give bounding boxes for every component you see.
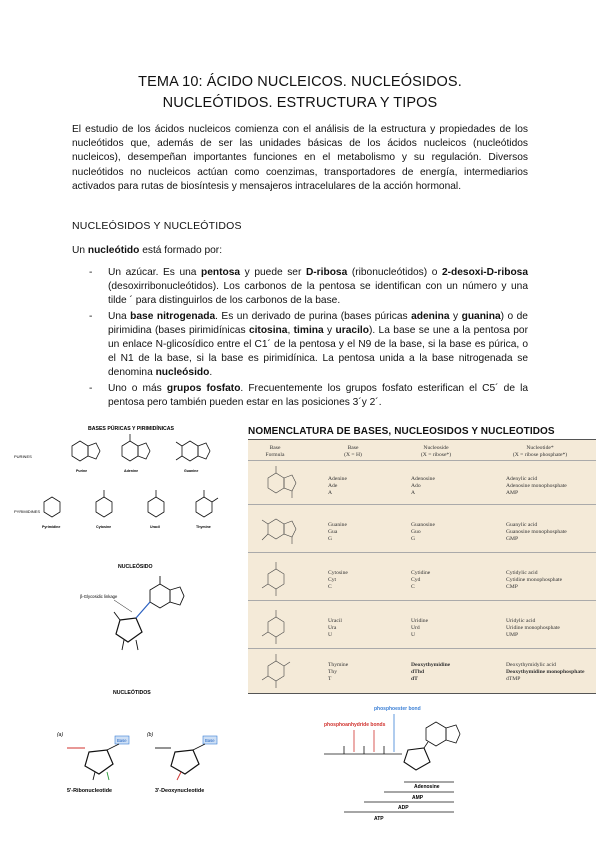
text: y — [449, 310, 462, 322]
intro-paragraph: El estudio de los ácidos nucleicos comienza con el análisis de la estructura y propiedades de los nucleótidos que, además de ser las unidades básicas de los ácidos nucleicos (nucleótidos nucleicos), desempeñan importantes funciones en el metabolismo y su regulación. Diversos nucleótidos no nucleicos actúan como coenzimas, transportadores de energía, intermediarios activados para rutas de biosíntesis y mensajeros intracelulares de la acción hormonal. — [72, 124, 528, 192]
cell-line: Adenosine monophosphate — [506, 483, 567, 489]
bold-term: citosina — [248, 324, 288, 336]
header-line: Formula — [265, 451, 285, 458]
bold-term: uracilo — [335, 324, 369, 336]
table-divider — [248, 552, 596, 553]
phosphoester-bond-label: phosphoester bond — [374, 706, 421, 712]
cell-line: Guanosine monophosphate — [506, 529, 567, 535]
bullet-dash: - — [89, 310, 93, 322]
cell-line: Thy — [328, 669, 338, 675]
component-list — [72, 266, 528, 411]
text: ) o de pirimidina (bases pirimidínicas — [108, 310, 528, 336]
cell-line: Cytidylic acid — [506, 570, 538, 576]
nucleotide-cell — [506, 476, 567, 497]
table-divider — [248, 600, 596, 601]
nucleotide-cell — [506, 570, 562, 591]
cell-line: Deoxythymidylic acid — [506, 662, 556, 668]
nomenclature-table-title: NOMENCLATURA DE BASES, NUCLEOSIDOS Y NUCLEOTIDOS — [248, 426, 555, 437]
text: . Es un derivado de purina (bases púricas — [215, 310, 412, 322]
panel-b-label: (b) — [147, 732, 154, 738]
nucleoside-cell — [411, 476, 435, 497]
nucleotide-cell — [506, 522, 567, 543]
cell-line: G — [411, 536, 416, 542]
text: (desoxirribonucleótidos). Los carbonos de la pentosa se identifican con un número y una tilde ´ para distinguirlos de los carbonos de la base. — [108, 281, 528, 307]
nucleotide-structures — [67, 744, 205, 780]
table-header — [328, 445, 378, 458]
text: (ribonucleótidos) o — [347, 267, 442, 278]
cell-line: Uracil — [328, 618, 342, 624]
intro-bold: nucleótido — [87, 245, 140, 256]
text: Uno o más — [108, 382, 167, 394]
purine-name: Purine — [76, 469, 88, 473]
text: . — [209, 367, 213, 379]
phosphoanhydride-bonds-label: phosphoanhydride bonds — [324, 722, 386, 728]
pyrimidine-structures — [44, 490, 218, 517]
table-divider — [248, 504, 596, 505]
nucleotide-intro — [72, 245, 222, 256]
nucleoside-cell — [411, 570, 430, 591]
cell-line: Adenine — [328, 476, 347, 482]
bold-term: D-ribosa — [305, 267, 348, 278]
cell-line: G — [328, 536, 333, 542]
base-formula-column — [254, 462, 316, 692]
cell-line: Ura — [328, 625, 337, 631]
nucleoside-figure-title: NUCLEÓSIDO — [118, 564, 153, 570]
panel-a-caption: 5'-Ribonucleotide — [67, 788, 113, 794]
cell-line: Uridylic acid — [506, 618, 536, 624]
cell-line: Uridine monophosphate — [506, 625, 560, 631]
table-divider — [248, 460, 596, 461]
cell-line: dTMP — [506, 676, 521, 682]
cell-line: Gua — [328, 529, 338, 535]
header-line: Base — [269, 445, 281, 451]
base-cell — [328, 570, 348, 591]
base-tag-text: Base — [205, 738, 215, 743]
cell-line: Adenosine — [411, 476, 435, 482]
pyrimidines-row-label: PYRIMIDINES — [14, 509, 41, 514]
title-line-1: TEMA 10: ÁCIDO NUCLEICOS. NUCLEÓSIDOS. — [138, 74, 462, 90]
nucleotides-figure — [55, 680, 235, 795]
cell-line: U — [411, 632, 416, 638]
bold-term: nucleósido — [155, 367, 210, 379]
guanine-name: Guanine — [184, 469, 199, 473]
text: , — [287, 324, 294, 336]
table-header — [488, 445, 592, 458]
bold-term: grupos fosfato — [166, 382, 241, 394]
uracil-name: Uracil — [150, 525, 160, 529]
cell-line: Guanine — [328, 522, 347, 528]
text: ). La base se une a la pentosa por un enlace N-glicosídico entre el C1´ de la pentosa y el N9 de la base, si la base es púrica, o el N1 de la base, si la base es pirimidínica. La pentosa unida a la base nitrogenada se denomina — [108, 324, 528, 379]
cell-line: Ado — [411, 483, 421, 489]
list-item — [72, 310, 528, 381]
nomenclature-table — [248, 439, 596, 694]
text: Un azúcar. Es una — [108, 267, 202, 278]
text: . Frecuentemente los grupos fosfato esterifican el C5´ de la pentosa pero también pueden estar en las posiciones 3´y 2´. — [108, 382, 528, 408]
nucleoside-cell — [411, 618, 428, 639]
header-line: (X = ribose phosphate*) — [512, 451, 568, 458]
base-tag-text: Base — [117, 738, 127, 743]
table-divider — [248, 648, 596, 649]
base-tag-a — [115, 736, 129, 744]
nucleoside-structure — [114, 576, 184, 650]
cell-line: C — [328, 584, 332, 590]
cell-line: A — [411, 490, 416, 496]
adenine-name: Adenine — [124, 469, 139, 473]
cell-line: T — [328, 676, 332, 682]
text: y puede ser — [240, 267, 306, 278]
glycosidic-linkage-label: β-Glycosidic linkage — [80, 594, 118, 599]
cytosine-structure — [262, 562, 284, 596]
bold-term: adenina — [411, 310, 450, 322]
header-line: (X = ribose*) — [420, 451, 452, 458]
cell-line: Cytidine monophosphate — [506, 577, 563, 583]
bold-term: pentosa — [201, 267, 241, 278]
intro-text: Un — [72, 245, 88, 256]
panel-a-label: (a) — [57, 732, 64, 738]
cell-line: Urd — [411, 625, 420, 631]
cytosine-name: Cytosine — [96, 525, 112, 529]
cell-line: UMP — [506, 632, 519, 638]
thymine-structure — [262, 654, 290, 688]
bullet-dash: - — [89, 382, 93, 394]
nucleoside-cell — [411, 662, 450, 683]
adenosine-label: Adenosine — [414, 784, 440, 790]
section-heading: NUCLEÓSIDOS Y NUCLEÓTIDOS — [72, 220, 242, 232]
list-item — [72, 266, 528, 309]
cell-line: Cyd — [411, 577, 421, 583]
base-cell — [328, 522, 347, 543]
bold-term: 2-desoxi-D-ribosa — [441, 267, 528, 278]
cell-line: Cytidine — [411, 570, 431, 576]
cell-line: GMP — [506, 536, 519, 542]
cell-line: Deoxythymidine monophosphate — [506, 669, 585, 675]
text: Una — [108, 310, 131, 322]
cell-line: A — [328, 490, 333, 496]
atp-figure — [318, 704, 478, 824]
bold-term: guanina — [461, 310, 501, 322]
cell-line: AMP — [506, 490, 519, 496]
title-line-2: NUCLEÓTIDOS. ESTRUCTURA Y TIPOS — [162, 95, 438, 111]
cell-line: dThd — [411, 669, 425, 675]
amp-label: AMP — [412, 795, 424, 801]
base-cell — [328, 618, 342, 639]
panel-b-caption: 3'-Deoxynucleotide — [155, 788, 205, 794]
nucleoside-cell — [411, 522, 435, 543]
pyrimidine-name: Pyrimidine — [42, 525, 61, 529]
table-header — [250, 445, 300, 458]
cell-line: Cytosine — [328, 570, 348, 576]
guanine-structure — [262, 519, 296, 544]
cell-line: dT — [411, 676, 418, 682]
adenine-structure — [268, 466, 296, 498]
cell-line: Uridine — [411, 618, 429, 624]
header-line: Nucleotide* — [526, 445, 554, 451]
list-item — [72, 382, 528, 410]
base-cell — [328, 662, 348, 683]
cell-line: Thymine — [328, 662, 349, 668]
header-line: Nucleoside — [423, 445, 449, 451]
bases-figure-title: BASES PÚRICAS Y PIRIMIDÍNICAS — [88, 426, 174, 432]
base-tag-b — [203, 736, 217, 744]
cell-line: CMP — [506, 584, 518, 590]
nucleoside-figure — [80, 560, 200, 670]
atp-structure — [324, 714, 460, 812]
intro-text-end: está formado por: — [139, 245, 223, 256]
nucleotide-cell — [506, 662, 584, 683]
cell-line: Guanylic acid — [506, 522, 538, 528]
bullet-dash: - — [89, 267, 93, 278]
nucleotide-cell — [506, 618, 560, 639]
header-line: Base — [347, 445, 359, 451]
cell-line: C — [411, 584, 415, 590]
table-header — [406, 445, 466, 458]
text: y — [323, 324, 336, 336]
header-line: (X = H) — [344, 451, 362, 458]
cell-line: Deoxythymidine — [411, 662, 451, 668]
cell-line: Cyt — [328, 577, 337, 583]
cell-line: Guanosine — [411, 522, 435, 528]
cell-line: Ade — [328, 483, 338, 489]
adp-label: ADP — [398, 805, 409, 811]
cell-line: Guo — [411, 529, 421, 535]
thymine-name: Thymine — [196, 525, 211, 529]
purines-row-label: PURINES — [14, 454, 32, 459]
nucleotides-figure-title: NUCLEÓTIDOS — [113, 690, 151, 696]
cell-line: U — [328, 632, 333, 638]
base-cell — [328, 476, 347, 497]
cell-line: Adenylic acid — [506, 476, 538, 482]
bold-term: base nitrogenada — [130, 310, 216, 322]
page-title — [60, 72, 540, 114]
bold-term: timina — [293, 324, 324, 336]
atp-label: ATP — [374, 816, 384, 822]
uracil-structure — [262, 610, 284, 644]
purine-structures — [72, 434, 210, 461]
bases-figure — [10, 420, 240, 570]
